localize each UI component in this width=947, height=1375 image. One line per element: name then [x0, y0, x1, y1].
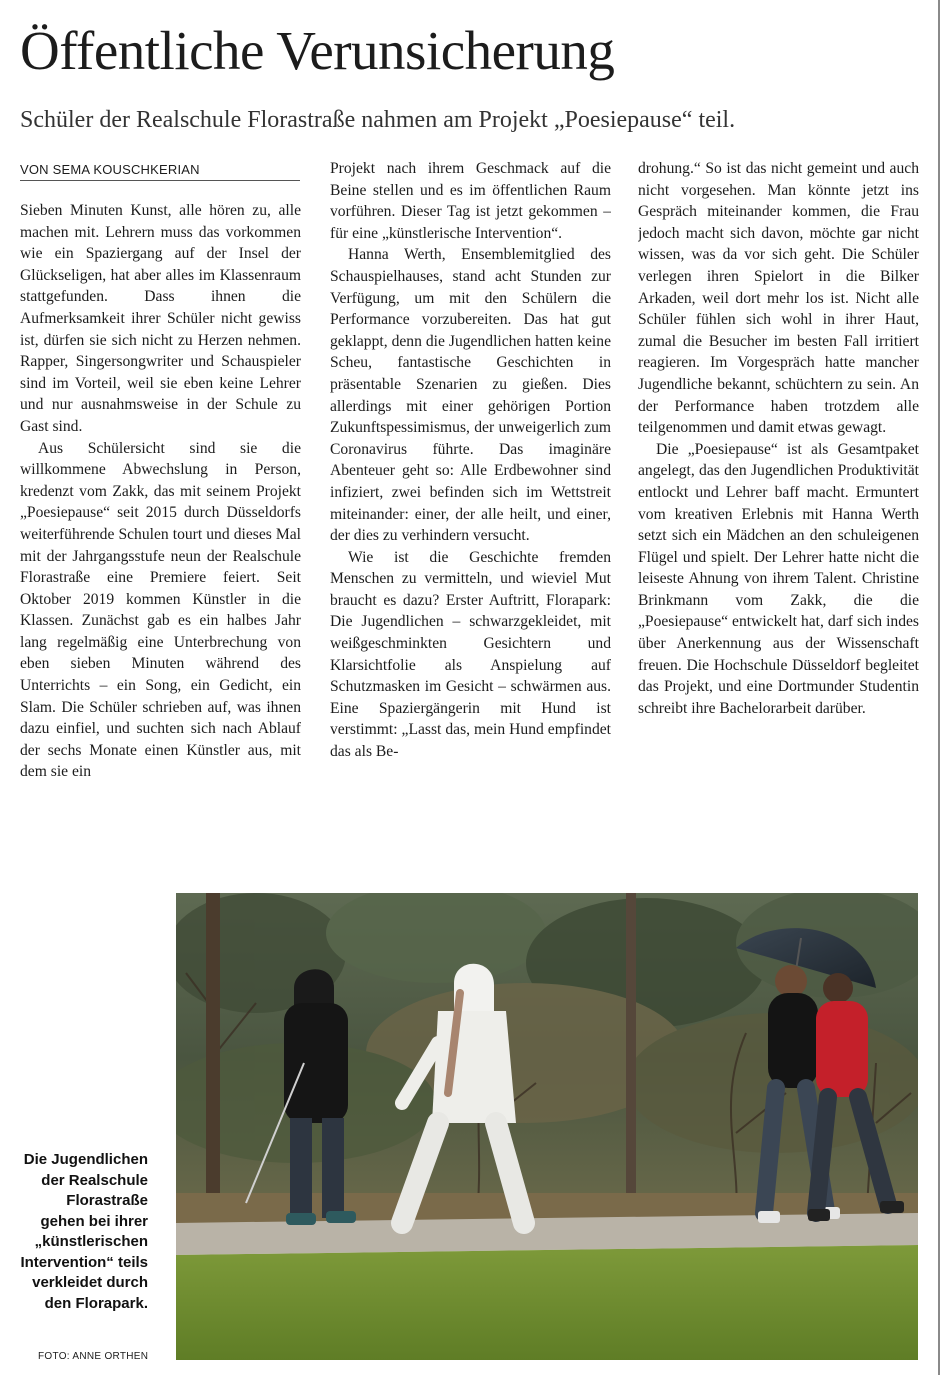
paragraph: drohung.“ So ist das nicht gemeint und auch nicht vorgesehen. Man könnte jetzt ins Gespräch miteinander kommen, die Frau jedoch macht sich davon, möchte gar nicht wissen, was da vor sich geht. Die Schüler verlegen ihren Spielort in die Bilker Arkaden, weil dort mehr los ist. Nicht alle Schüler fühlen sich wohl in ihrer Haut, zumal die Besucher im besten Fall irritiert reagieren. Im Vorgespräch hatte mancher Jugendliche bekannt, schüchtern zu sein. An der Performance haben trotzdem alle teilgenommen und damit etwas gewagt. — [638, 160, 919, 437]
article-column-3 — [638, 158, 919, 876]
article-photo — [176, 893, 918, 1360]
photo-caption: Die Jugendlichen der Realschule Florastraße gehen bei ihrer „künstlerischen Intervention“ teils verkleidet durch den Florapark. — [20, 1151, 148, 1312]
paragraph: Wie ist die Geschichte fremden Menschen zu vermitteln, und wieviel Mut braucht es dazu? Erster Auftritt, Florapark: Die Jugendlichen – schwarzgekleidet, mit weißgeschminkten Gesichtern und Klarsichtfolie als Anspielung auf Schutzmasken im Gesicht – schwärmen aus. Eine Spaziergängerin mit Hund ist verstimmt: „Lasst das, mein Hund empfindet das als Be- — [330, 548, 611, 761]
paragraph: Aus Schülersicht sind sie die willkommene Abwechslung in Person, kredenzt vom Zakk, das mit seinem Projekt „Poesiepause“ seit 2015 durch Düsseldorfs weiterführende Schulen tourt und dieses Mal mit der Jahrgangsstufe neun der Realschule Florastraße eine Premiere feiert. Seit Oktober 2019 kommen Künstler in die Klassen. Zunächst gab es ein halbes Jahr lang regelmäßig eine Unterbrechung von eben sieben Minuten während des Unterrichts – ein Song, ein Gedicht, ein Slam. Die Schüler schrieben auf, was ihnen dazu einfiel, und suchten sich nach Ablauf der sechs Monate einen Künstler aus, mit dem sie ein — [20, 439, 301, 781]
paragraph: Sieben Minuten Kunst, alle hören zu, alle machen mit. Lehrern muss das vorkommen wie ein Spaziergang auf der Insel der Glückseligen, hat aber alles im Klassenraum stattgefunden. Dass ihnen die Aufmerksamkeit ihrer Schüler nicht gewiss ist, dürfen sie sich nicht zu Herzen nehmen. Rapper, Singersongwriter und Schauspieler sind im Vorteil, weil sie eben keine Lehrer und nur ausnahmsweise in der Schule zu Gast sind. — [20, 202, 301, 435]
subheadline: Schüler der Realschule Florastraße nahmen am Projekt „Poesiepause“ teil. — [20, 107, 736, 133]
paragraph: Die „Poesiepause“ ist als Gesamtpaket angelegt, das den Jugendlichen Produktivität entlockt und Lehrer baff macht. Ermuntert vom kreativen Erlebnis mit Hanna Werth setzt sich ein Mädchen an den schuleigenen Flügel und spielt. Der Lehrer hatte nicht die leiseste Ahnung von ihrem Talent. Christine Brinkmann vom Zakk, die die „Poesiepause“ entwickelt hat, darf sich indes über Anerkennung aus der Wissenschaft freuen. Die Hochschule Düsseldorf begleitet das Projekt, und eine Dortmunder Studentin schreibt ihre Bachelorarbeit darüber. — [638, 440, 919, 717]
headline: Öffentliche Verunsicherung — [20, 20, 615, 81]
article-column-2 — [330, 158, 611, 876]
page-edge-rule — [938, 0, 940, 1375]
photo-credit: FOTO: ANNE ORTHEN — [38, 1351, 149, 1362]
byline: VON SEMA KOUSCHKERIAN — [20, 162, 300, 181]
article-column-1 — [20, 200, 301, 872]
paragraph: Projekt nach ihrem Geschmack auf die Beine stellen und es im öffentlichen Raum vorführen. Dieser Tag ist jetzt gekommen – für eine „künstlerische Intervention“. — [330, 160, 611, 242]
paragraph: Hanna Werth, Ensemblemitglied des Schauspielhauses, stand acht Stunden zur Verfügung, um mit den Schülern die Performance vorzubereiten. Das hat gut geklappt, denn die Jugendlichen hatten keine Scheu, fantastische Geschichten in präsentable Szenarien zu gießen. Dies allerdings mit einer gehörigen Portion Zukunftspessimismus, der unweigerlich zum Coronavirus führte. Das imaginäre Abenteuer geht so: Alle Erdbewohner sind infiziert, zwei befinden sich im Wettstreit miteinander: einer, der alle heilt, und einer, der dies zu verhindern versucht. — [330, 246, 611, 545]
